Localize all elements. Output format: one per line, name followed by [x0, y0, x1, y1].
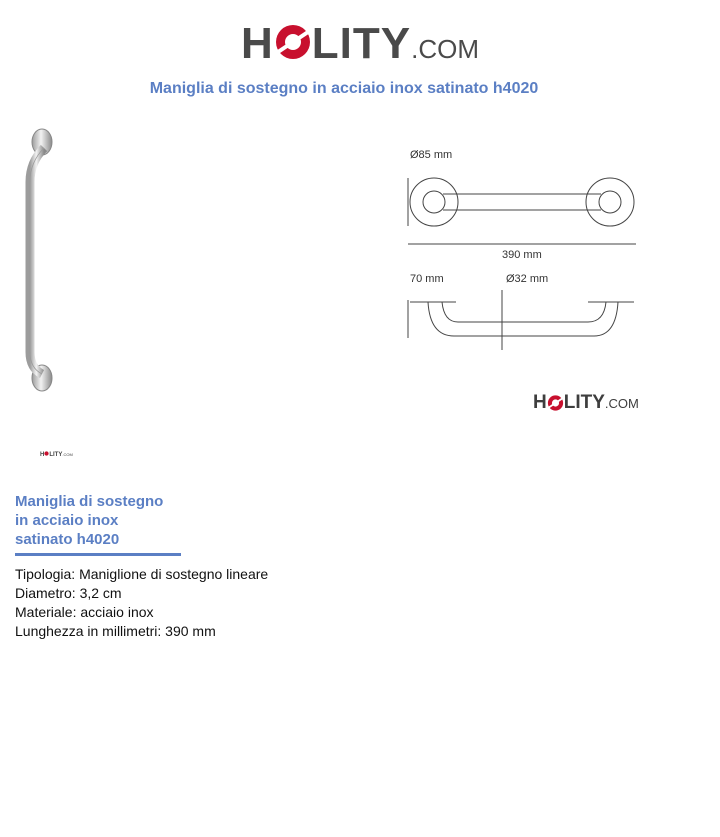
product-heading-line: satinato h4020	[15, 531, 120, 548]
spec-value: Maniglione di sostegno lineare	[75, 566, 269, 582]
heading-divider	[15, 553, 181, 556]
logo-domain: .COM	[411, 34, 479, 64]
small-brand-logo	[533, 392, 639, 415]
spec-value: 390 mm	[161, 623, 216, 639]
logo-text-h: H	[241, 19, 274, 68]
dim-depth: 70 mm	[410, 273, 444, 285]
tiny-logo-lity: LITY	[49, 452, 63, 458]
logo-text-lity: LITY	[311, 19, 412, 68]
dim-length: 390 mm	[502, 249, 542, 261]
spec-list	[15, 565, 268, 641]
small-logo-lity: LITY	[563, 392, 605, 413]
brand-logo[interactable]	[0, 19, 720, 71]
tiny-logo-h: H	[40, 452, 45, 458]
dim-tube-diameter: Ø32 mm	[506, 273, 549, 285]
small-logo-domain: .COM	[604, 396, 639, 411]
spec-value: acciaio inox	[76, 604, 154, 620]
spec-row-tipologia	[15, 565, 268, 584]
small-logo-o-icon	[547, 394, 564, 412]
product-heading-line: in acciaio inox	[15, 512, 119, 529]
spec-label: Diametro:	[15, 585, 76, 601]
logo-o-icon	[274, 22, 312, 62]
spec-value: 3,2 cm	[75, 585, 122, 601]
product-photo	[18, 122, 68, 402]
small-logo-h: H	[533, 392, 547, 413]
page-title: Maniglia di sostegno in acciaio inox satinato h4020	[149, 80, 539, 97]
technical-drawing	[398, 132, 648, 352]
product-heading-line: Maniglia di sostegno	[15, 493, 164, 510]
tiny-logo-domain: .COM	[62, 452, 73, 457]
spec-label: Lunghezza in millimetri:	[15, 623, 162, 639]
spec-row-diametro	[15, 584, 268, 603]
spec-label: Materiale:	[15, 604, 77, 620]
dim-plate-diameter: Ø85 mm	[410, 149, 453, 161]
product-heading	[15, 492, 185, 549]
spec-row-materiale	[15, 603, 268, 622]
tiny-brand-logo	[40, 451, 73, 458]
spec-label: Tipologia:	[15, 566, 76, 582]
spec-row-lunghezza	[15, 622, 268, 641]
